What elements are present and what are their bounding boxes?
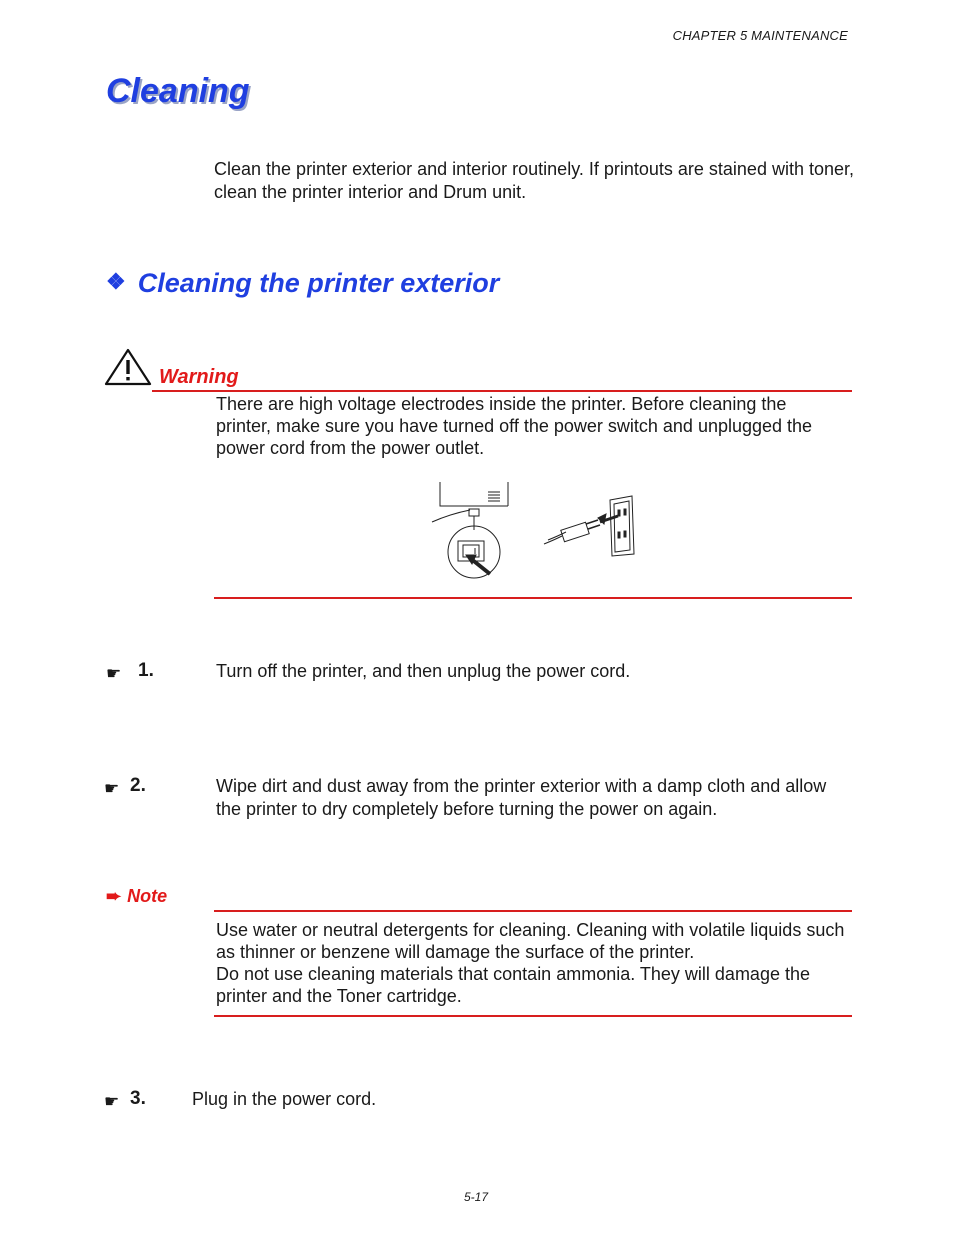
note-line: Do not use cleaning materials that contain ammonia. They will damage the printer and the Toner cartridge. bbox=[216, 964, 810, 1006]
note-line: Use water or neutral detergents for cleaning. Cleaning with volatile liquids such as thinner or benzene will damage the surface of the printer. bbox=[216, 920, 845, 962]
step-number: 2. bbox=[130, 775, 146, 796]
intro-paragraph: Clean the printer exterior and interior routinely. If printouts are stained with toner, clean the printer interior and Drum unit. bbox=[214, 159, 855, 202]
pointing-hand-icon: ☛ bbox=[104, 1092, 120, 1111]
pointing-hand-icon: ☛ bbox=[106, 664, 122, 683]
warning-text: There are high voltage electrodes inside the printer. Before cleaning the printer, make sure you have turned off the power switch and unplugged the power cord from the power outlet. bbox=[216, 394, 813, 458]
warning-top-rule bbox=[152, 390, 852, 392]
section-heading bbox=[106, 268, 499, 299]
warning-label: Warning bbox=[159, 366, 239, 388]
note-top-rule bbox=[214, 910, 852, 912]
step-number: 1. bbox=[138, 660, 154, 681]
chapter-header: CHAPTER 5 MAINTENANCE bbox=[672, 28, 848, 43]
note-heading bbox=[106, 886, 167, 907]
warning-bottom-rule bbox=[214, 597, 852, 599]
power-off-illustration bbox=[430, 478, 642, 582]
arrow-icon: ➨ bbox=[106, 886, 122, 906]
pointing-hand-icon: ☛ bbox=[104, 779, 120, 798]
note-bottom-rule bbox=[214, 1015, 852, 1017]
page-title: Cleaning bbox=[106, 72, 250, 110]
step-text: Turn off the printer, and then unplug the power cord. bbox=[216, 661, 631, 681]
section-heading-text: Cleaning the printer exterior bbox=[137, 268, 500, 298]
warning-triangle-icon bbox=[104, 348, 152, 386]
step-text: Plug in the power cord. bbox=[192, 1089, 377, 1109]
step-number: 3. bbox=[130, 1088, 146, 1109]
printer-switch-drawing bbox=[432, 482, 508, 578]
unplug-drawing bbox=[544, 496, 634, 556]
diamond-bullet-icon: ❖ bbox=[106, 269, 126, 294]
page-number: 5-17 bbox=[464, 1190, 489, 1204]
note-label: Note bbox=[127, 886, 168, 906]
note-text bbox=[216, 919, 846, 1007]
step-text: Wipe dirt and dust away from the printer exterior with a damp cloth and allow the printer to dry completely before turning the power on again. bbox=[216, 776, 827, 819]
